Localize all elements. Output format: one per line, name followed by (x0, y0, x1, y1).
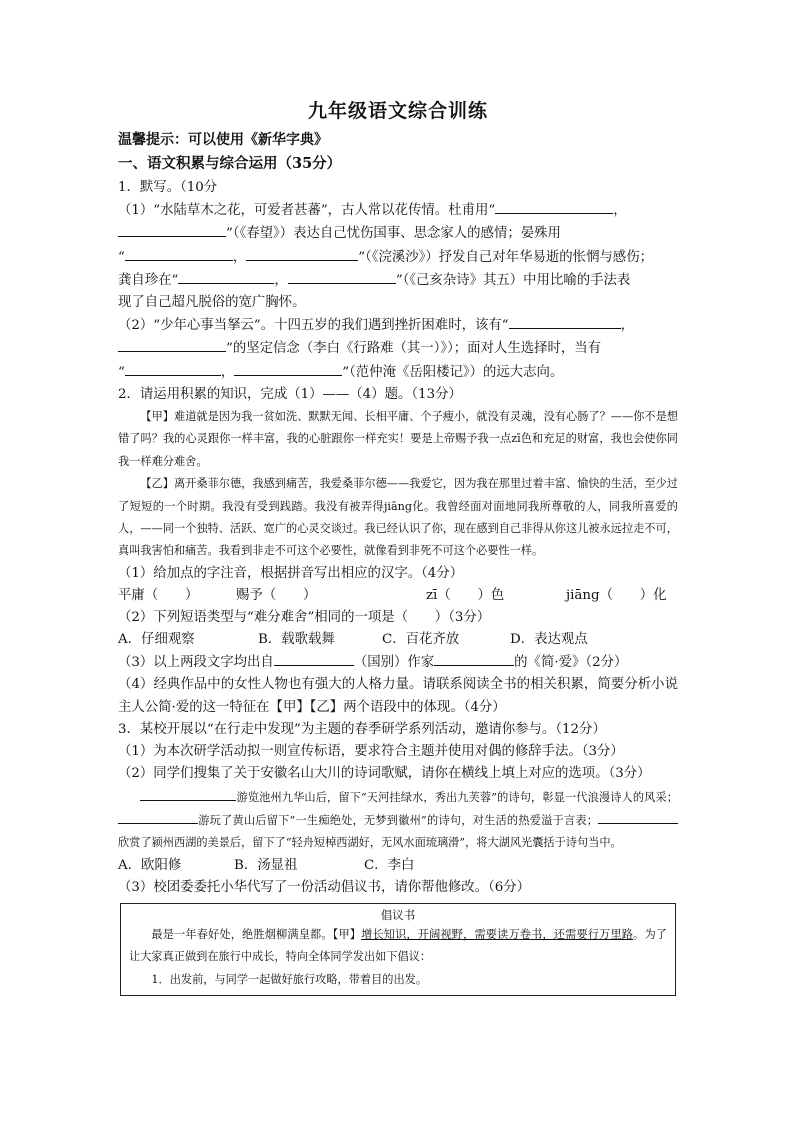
q1-line: “ ， ”（《浣溪沙》）抒发自己对年华易逝的怅惘与感伤； (118, 246, 678, 269)
option-c[interactable]: C．李白 (364, 857, 415, 873)
answer-blank[interactable] (140, 786, 236, 801)
q2-sub3: （3）以上两段文字均出自 （国别）作家 的《简·爱》（2分） (118, 651, 678, 674)
proposal-paragraph: 最是一年春好处，绝胜烟柳满皇都。【甲】增长知识，开阔视野，需要读万卷书，还需要行万里路。为了让大家真正做到在旅行中成长，特向全体同学发出如下倡议： (129, 927, 667, 964)
answer-blank[interactable] (234, 361, 342, 376)
q3-sub2: （2）同学们搜集了关于安徽名山大川的诗词歌赋，请你在横线上填上对应的选项。（3分） (118, 766, 651, 782)
option-b[interactable]: B．汤显祖 (234, 857, 298, 873)
pinyin-row (118, 585, 678, 607)
section-heading: 一、语文积累与综合运用（35分） (118, 155, 342, 172)
option-a[interactable]: A．欧阳修 (118, 857, 182, 873)
q1-line: 现了自己超凡脱俗的宽广胸怀。 (118, 295, 306, 311)
q1-line: （1）“水陆草木之花，可爱者甚蕃”，古人常以花传情。杜甫用“ ， (118, 199, 678, 222)
hint-text: 温馨提示：可以使用《新华字典》 (118, 132, 328, 148)
pinyin-item: jiāng（ ）化 (566, 588, 667, 604)
answer-blank[interactable] (274, 651, 354, 666)
proposal-item: 1．出发前，与同学一起做好旅行攻略，带着目的出发。 (151, 972, 428, 986)
q1-line: ”（《春望》）表达自己忧伤国事、思念家人的感情；晏殊用 (118, 222, 678, 245)
pinyin-item: zī（ ）色 (426, 588, 505, 604)
q2-sub2: （2）下列短语类型与“难分难舍”相同的一项是（ ）（3分） (118, 610, 491, 626)
answer-blank[interactable] (118, 809, 198, 824)
document-page (118, 96, 678, 996)
q1-heading: 1．默写。（10分 (118, 180, 218, 195)
pinyin-item: 赐予（ ） (236, 588, 317, 604)
q3-sub1: （1）为本次研学活动拟一则宣传标语，要求符合主题并使用对偶的修辞手法。（3分） (118, 744, 624, 760)
option-a[interactable]: A．仔细观察 (118, 632, 195, 648)
options-row (118, 855, 678, 877)
q3-sub3: （3）校团委委托小华代写了一份活动倡议书，请你帮他修改。（6分） (118, 879, 531, 895)
passage-jia: 【甲】难道就是因为我一贫如洗、默默无闻、长相平庸、个子瘦小，就没有灵魂，没有心肠了？——你不是想错了吗？我的心灵跟你一样丰富，我的心脏跟你一样充实！要是上帝赐予我一点zī色和充足的财富，我也会使你同我一样难分难舍。 (118, 410, 678, 468)
option-c[interactable]: C．百花齐放 (382, 632, 460, 648)
q2-heading: 2．请运用积累的知识，完成（1）——（4）题。（13分） (118, 386, 462, 402)
proposal-title: 倡议书 (380, 907, 416, 922)
underlined-sentence: 增长知识，开阔视野，需要读万卷书，还需要行万里路 (361, 927, 634, 941)
answer-blank[interactable] (495, 199, 613, 214)
q1-line: 龚自珍在“ ， ”（《己亥杂诗》其五）中用比喻的手法表 (118, 269, 678, 292)
answer-blank[interactable] (434, 651, 514, 666)
poem-paragraph: 游览池州九华山后，留下“天河挂绿水，秀出九芙蓉”的诗句，彰显一代浪漫诗人的风采；游玩了黄山后留下“一生痴绝处，无梦到徽州”的诗句，对生活的热爱溢于言表；欣赏了颍州西湖的美景后，留下了“轻舟短棹西湖好，无风水面琉璃滑”，将大湖风光囊括于诗句当中。 (118, 786, 678, 855)
q2-sub1: （1）给加点的字注音，根据拼音写出相应的汉字。（4分） (118, 565, 464, 581)
answer-blank[interactable] (125, 361, 221, 376)
q2-sub4: （4）经典作品中的女性人物也有强大的人格力量。请联系阅读全书的相关积累，简要分析小说主人公简·爱的这一特征在【甲】【乙】两个语段中的体现。（4分） (118, 677, 678, 715)
page-title: 九年级语文综合训练 (307, 100, 488, 122)
option-b[interactable]: B．载歌载舞 (258, 632, 335, 648)
answer-blank[interactable] (178, 269, 274, 284)
q3-heading: 3．某校开展以“在行走中发现”为主题的春季研学系列活动，邀请你参与。（12分） (118, 721, 606, 737)
passage-yi: 【乙】离开桑菲尔德，我感到痛苦，我爱桑菲尔德——我爱它，因为我在那里过着丰富、愉快的生活，至少过了短短的一个时期。我没有受到践踏。我没有被弄得jiāng化。我曾经面对面地同我所尊敬的人，同我所喜爱的人，——同一个独特、活跃、宽广的心灵交谈过。我已经认识了你，现在感到自己非得从你这儿被永远拉走不可，真叫我害怕和痛苦。我看到非走不可这个必要性，就像看到非死不可这个必要性一样。 (118, 477, 678, 558)
answer-blank[interactable] (246, 246, 358, 261)
answer-blank[interactable] (288, 269, 396, 284)
options-row (118, 629, 678, 651)
proposal-box (120, 903, 676, 996)
answer-blank[interactable] (598, 809, 678, 824)
answer-blank[interactable] (118, 222, 226, 237)
answer-blank[interactable] (509, 314, 621, 329)
pinyin-item: 平庸（ ） (118, 588, 199, 604)
q1-line: “ ， ”（范仲淹《岳阳楼记》）的远大志向。 (118, 361, 678, 384)
q1-line: （2）“少年心事当拏云”。十四五岁的我们遇到挫折困难时，该有“ ， (118, 314, 678, 337)
option-d[interactable]: D．表达观点 (510, 632, 588, 648)
answer-blank[interactable] (118, 337, 226, 352)
answer-blank[interactable] (125, 246, 233, 261)
q1-line: ”的坚定信念（李白《行路难（其一）》）；面对人生选择时，当有 (118, 337, 678, 360)
